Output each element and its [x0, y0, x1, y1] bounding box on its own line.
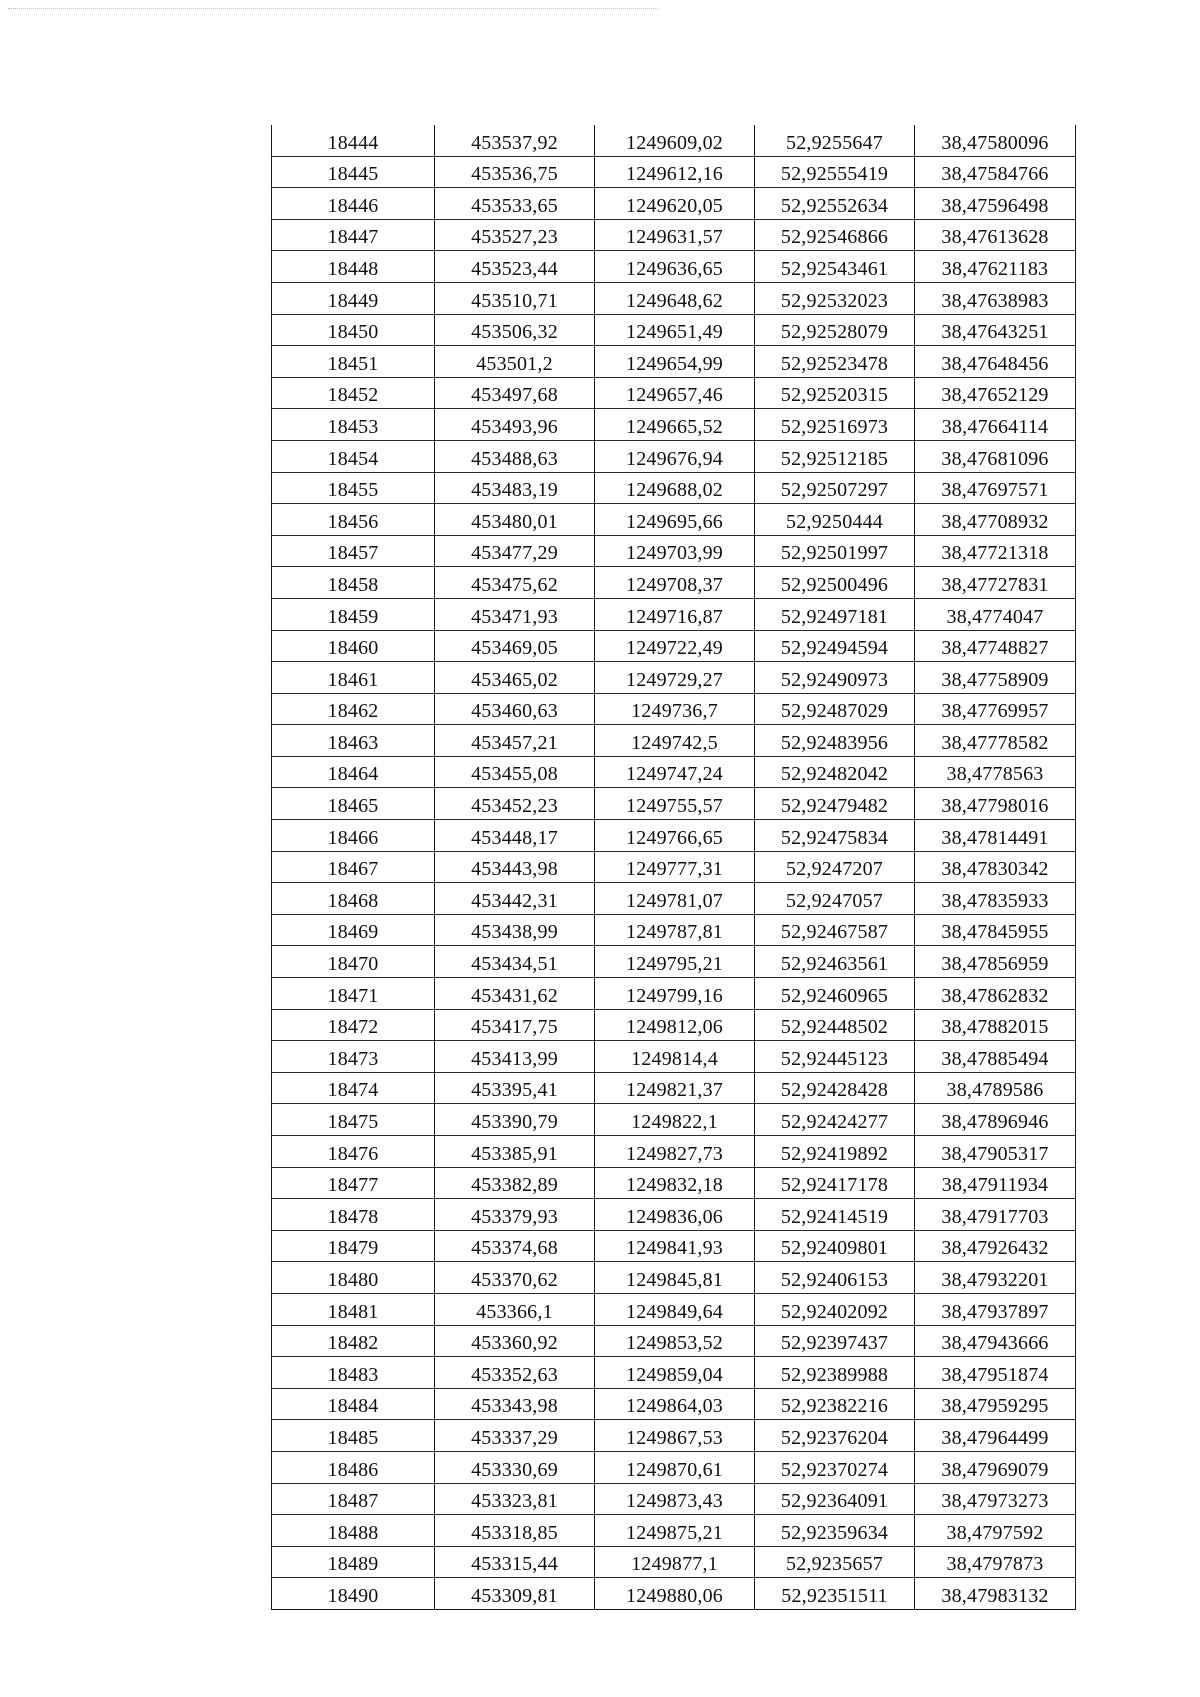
point-number-cell: 18469 — [272, 914, 435, 946]
longitude-cell: 38,4774047 — [915, 598, 1076, 630]
latitude-cell: 52,92351511 — [755, 1578, 915, 1610]
y-coordinate-cell: 1249841,93 — [595, 1230, 755, 1262]
x-coordinate-cell: 453460,63 — [435, 693, 595, 725]
x-coordinate-cell: 453337,29 — [435, 1420, 595, 1452]
point-number-cell: 18465 — [272, 788, 435, 820]
x-coordinate-cell: 453352,63 — [435, 1357, 595, 1389]
latitude-cell: 52,92501997 — [755, 535, 915, 567]
x-coordinate-cell: 453527,23 — [435, 219, 595, 251]
longitude-cell: 38,47830342 — [915, 851, 1076, 883]
point-number-cell: 18461 — [272, 662, 435, 694]
longitude-cell: 38,47896946 — [915, 1104, 1076, 1136]
latitude-cell: 52,9250444 — [755, 504, 915, 536]
point-number-cell: 18464 — [272, 756, 435, 788]
longitude-cell: 38,47911934 — [915, 1167, 1076, 1199]
y-coordinate-cell: 1249742,5 — [595, 725, 755, 757]
y-coordinate-cell: 1249695,66 — [595, 504, 755, 536]
longitude-cell: 38,47769957 — [915, 693, 1076, 725]
table-row — [272, 1136, 1076, 1168]
y-coordinate-cell: 1249814,4 — [595, 1041, 755, 1073]
latitude-cell: 52,92532023 — [755, 282, 915, 314]
table-row — [272, 1072, 1076, 1104]
latitude-cell: 52,92543461 — [755, 251, 915, 283]
y-coordinate-cell: 1249859,04 — [595, 1357, 755, 1389]
point-number-cell: 18472 — [272, 1009, 435, 1041]
y-coordinate-cell: 1249636,65 — [595, 251, 755, 283]
x-coordinate-cell: 453318,85 — [435, 1515, 595, 1547]
x-coordinate-cell: 453493,96 — [435, 409, 595, 441]
point-number-cell: 18490 — [272, 1578, 435, 1610]
longitude-cell: 38,47648456 — [915, 346, 1076, 378]
latitude-cell: 52,92389988 — [755, 1357, 915, 1389]
y-coordinate-cell: 1249799,16 — [595, 978, 755, 1010]
table-row — [272, 1230, 1076, 1262]
y-coordinate-cell: 1249853,52 — [595, 1325, 755, 1357]
longitude-cell: 38,47708932 — [915, 504, 1076, 536]
x-coordinate-cell: 453469,05 — [435, 630, 595, 662]
table-row — [272, 1325, 1076, 1357]
x-coordinate-cell: 453434,51 — [435, 946, 595, 978]
point-number-cell: 18487 — [272, 1483, 435, 1515]
latitude-cell: 52,9255647 — [755, 125, 915, 156]
table-row — [272, 1483, 1076, 1515]
point-number-cell: 18478 — [272, 1199, 435, 1231]
x-coordinate-cell: 453323,81 — [435, 1483, 595, 1515]
table-row — [272, 788, 1076, 820]
longitude-cell: 38,47814491 — [915, 820, 1076, 852]
x-coordinate-cell: 453457,21 — [435, 725, 595, 757]
point-number-cell: 18462 — [272, 693, 435, 725]
table-row — [272, 1041, 1076, 1073]
x-coordinate-cell: 453431,62 — [435, 978, 595, 1010]
longitude-cell: 38,47983132 — [915, 1578, 1076, 1610]
point-number-cell: 18468 — [272, 883, 435, 915]
longitude-cell: 38,4789586 — [915, 1072, 1076, 1104]
point-number-cell: 18451 — [272, 346, 435, 378]
x-coordinate-cell: 453536,75 — [435, 156, 595, 188]
longitude-cell: 38,47917703 — [915, 1199, 1076, 1231]
longitude-cell: 38,47969079 — [915, 1451, 1076, 1483]
latitude-cell: 52,92424277 — [755, 1104, 915, 1136]
x-coordinate-cell: 453506,32 — [435, 314, 595, 346]
y-coordinate-cell: 1249651,49 — [595, 314, 755, 346]
point-number-cell: 18483 — [272, 1357, 435, 1389]
table-row — [272, 567, 1076, 599]
latitude-cell: 52,92507297 — [755, 472, 915, 504]
table-row — [272, 314, 1076, 346]
scan-edge-line — [8, 8, 658, 9]
latitude-cell: 52,92523478 — [755, 346, 915, 378]
point-number-cell: 18471 — [272, 978, 435, 1010]
table-row — [272, 472, 1076, 504]
longitude-cell: 38,47748827 — [915, 630, 1076, 662]
point-number-cell: 18452 — [272, 377, 435, 409]
longitude-cell: 38,47681096 — [915, 440, 1076, 472]
table-row — [272, 219, 1076, 251]
x-coordinate-cell: 453438,99 — [435, 914, 595, 946]
point-number-cell: 18477 — [272, 1167, 435, 1199]
y-coordinate-cell: 1249736,7 — [595, 693, 755, 725]
table-row — [272, 598, 1076, 630]
latitude-cell: 52,92448502 — [755, 1009, 915, 1041]
y-coordinate-cell: 1249708,37 — [595, 567, 755, 599]
x-coordinate-cell: 453537,92 — [435, 125, 595, 156]
latitude-cell: 52,92555419 — [755, 156, 915, 188]
point-number-cell: 18489 — [272, 1546, 435, 1578]
latitude-cell: 52,92414519 — [755, 1199, 915, 1231]
x-coordinate-cell: 453395,41 — [435, 1072, 595, 1104]
table-row — [272, 1104, 1076, 1136]
x-coordinate-cell: 453483,19 — [435, 472, 595, 504]
table-row — [272, 535, 1076, 567]
point-number-cell: 18456 — [272, 504, 435, 536]
latitude-cell: 52,92364091 — [755, 1483, 915, 1515]
longitude-cell: 38,47959295 — [915, 1388, 1076, 1420]
x-coordinate-cell: 453465,02 — [435, 662, 595, 694]
latitude-cell: 52,92546866 — [755, 219, 915, 251]
latitude-cell: 52,92397437 — [755, 1325, 915, 1357]
point-number-cell: 18454 — [272, 440, 435, 472]
latitude-cell: 52,92528079 — [755, 314, 915, 346]
table-row — [272, 883, 1076, 915]
x-coordinate-cell: 453471,93 — [435, 598, 595, 630]
table-row — [272, 946, 1076, 978]
point-number-cell: 18481 — [272, 1293, 435, 1325]
x-coordinate-cell: 453417,75 — [435, 1009, 595, 1041]
longitude-cell: 38,47845955 — [915, 914, 1076, 946]
point-number-cell: 18466 — [272, 820, 435, 852]
table-row — [272, 756, 1076, 788]
point-number-cell: 18480 — [272, 1262, 435, 1294]
latitude-cell: 52,92552634 — [755, 188, 915, 220]
point-number-cell: 18449 — [272, 282, 435, 314]
y-coordinate-cell: 1249870,61 — [595, 1451, 755, 1483]
y-coordinate-cell: 1249812,06 — [595, 1009, 755, 1041]
y-coordinate-cell: 1249821,37 — [595, 1072, 755, 1104]
point-number-cell: 18475 — [272, 1104, 435, 1136]
latitude-cell: 52,9247207 — [755, 851, 915, 883]
y-coordinate-cell: 1249880,06 — [595, 1578, 755, 1610]
latitude-cell: 52,92479482 — [755, 788, 915, 820]
table-row — [272, 409, 1076, 441]
x-coordinate-cell: 453442,31 — [435, 883, 595, 915]
latitude-cell: 52,92445123 — [755, 1041, 915, 1073]
latitude-cell: 52,92463561 — [755, 946, 915, 978]
x-coordinate-cell: 453374,68 — [435, 1230, 595, 1262]
y-coordinate-cell: 1249832,18 — [595, 1167, 755, 1199]
y-coordinate-cell: 1249864,03 — [595, 1388, 755, 1420]
table-row — [272, 1515, 1076, 1547]
table-row — [272, 1167, 1076, 1199]
latitude-cell: 52,92512185 — [755, 440, 915, 472]
y-coordinate-cell: 1249665,52 — [595, 409, 755, 441]
x-coordinate-cell: 453309,81 — [435, 1578, 595, 1610]
coordinates-table — [271, 125, 1076, 1610]
x-coordinate-cell: 453382,89 — [435, 1167, 595, 1199]
y-coordinate-cell: 1249612,16 — [595, 156, 755, 188]
y-coordinate-cell: 1249722,49 — [595, 630, 755, 662]
point-number-cell: 18479 — [272, 1230, 435, 1262]
table-row — [272, 1293, 1076, 1325]
longitude-cell: 38,47778582 — [915, 725, 1076, 757]
latitude-cell: 52,92376204 — [755, 1420, 915, 1452]
longitude-cell: 38,47613628 — [915, 219, 1076, 251]
y-coordinate-cell: 1249827,73 — [595, 1136, 755, 1168]
longitude-cell: 38,47973273 — [915, 1483, 1076, 1515]
x-coordinate-cell: 453413,99 — [435, 1041, 595, 1073]
x-coordinate-cell: 453366,1 — [435, 1293, 595, 1325]
latitude-cell: 52,92500496 — [755, 567, 915, 599]
point-number-cell: 18448 — [272, 251, 435, 283]
latitude-cell: 52,92487029 — [755, 693, 915, 725]
point-number-cell: 18444 — [272, 125, 435, 156]
y-coordinate-cell: 1249654,99 — [595, 346, 755, 378]
latitude-cell: 52,92370274 — [755, 1451, 915, 1483]
longitude-cell: 38,47664114 — [915, 409, 1076, 441]
x-coordinate-cell: 453360,92 — [435, 1325, 595, 1357]
longitude-cell: 38,47643251 — [915, 314, 1076, 346]
point-number-cell: 18447 — [272, 219, 435, 251]
y-coordinate-cell: 1249795,21 — [595, 946, 755, 978]
y-coordinate-cell: 1249609,02 — [595, 125, 755, 156]
y-coordinate-cell: 1249631,57 — [595, 219, 755, 251]
y-coordinate-cell: 1249777,31 — [595, 851, 755, 883]
latitude-cell: 52,9235657 — [755, 1546, 915, 1578]
x-coordinate-cell: 453330,69 — [435, 1451, 595, 1483]
point-number-cell: 18482 — [272, 1325, 435, 1357]
latitude-cell: 52,92475834 — [755, 820, 915, 852]
table-row — [272, 1420, 1076, 1452]
table-row — [272, 820, 1076, 852]
longitude-cell: 38,47638983 — [915, 282, 1076, 314]
longitude-cell: 38,47721318 — [915, 535, 1076, 567]
x-coordinate-cell: 453379,93 — [435, 1199, 595, 1231]
y-coordinate-cell: 1249657,46 — [595, 377, 755, 409]
table-row — [272, 1578, 1076, 1610]
table-row — [272, 1546, 1076, 1578]
longitude-cell: 38,47798016 — [915, 788, 1076, 820]
point-number-cell: 18458 — [272, 567, 435, 599]
longitude-cell: 38,47758909 — [915, 662, 1076, 694]
x-coordinate-cell: 453385,91 — [435, 1136, 595, 1168]
y-coordinate-cell: 1249781,07 — [595, 883, 755, 915]
x-coordinate-cell: 453510,71 — [435, 282, 595, 314]
document-page — [271, 125, 1075, 1610]
y-coordinate-cell: 1249703,99 — [595, 535, 755, 567]
coordinates-table-body — [272, 125, 1076, 1609]
y-coordinate-cell: 1249875,21 — [595, 1515, 755, 1547]
point-number-cell: 18470 — [272, 946, 435, 978]
latitude-cell: 52,92483956 — [755, 725, 915, 757]
x-coordinate-cell: 453370,62 — [435, 1262, 595, 1294]
longitude-cell: 38,47862832 — [915, 978, 1076, 1010]
x-coordinate-cell: 453488,63 — [435, 440, 595, 472]
latitude-cell: 52,92467587 — [755, 914, 915, 946]
x-coordinate-cell: 453390,79 — [435, 1104, 595, 1136]
table-row — [272, 725, 1076, 757]
point-number-cell: 18446 — [272, 188, 435, 220]
table-row — [272, 978, 1076, 1010]
point-number-cell: 18460 — [272, 630, 435, 662]
table-row — [272, 377, 1076, 409]
point-number-cell: 18486 — [272, 1451, 435, 1483]
longitude-cell: 38,47943666 — [915, 1325, 1076, 1357]
longitude-cell: 38,47937897 — [915, 1293, 1076, 1325]
point-number-cell: 18445 — [272, 156, 435, 188]
longitude-cell: 38,47835933 — [915, 883, 1076, 915]
table-row — [272, 156, 1076, 188]
x-coordinate-cell: 453533,65 — [435, 188, 595, 220]
point-number-cell: 18473 — [272, 1041, 435, 1073]
point-number-cell: 18467 — [272, 851, 435, 883]
y-coordinate-cell: 1249716,87 — [595, 598, 755, 630]
table-row — [272, 125, 1076, 156]
x-coordinate-cell: 453448,17 — [435, 820, 595, 852]
longitude-cell: 38,47905317 — [915, 1136, 1076, 1168]
table-row — [272, 693, 1076, 725]
table-row — [272, 630, 1076, 662]
y-coordinate-cell: 1249822,1 — [595, 1104, 755, 1136]
table-row — [272, 1262, 1076, 1294]
latitude-cell: 52,92460965 — [755, 978, 915, 1010]
table-row — [272, 1199, 1076, 1231]
y-coordinate-cell: 1249787,81 — [595, 914, 755, 946]
x-coordinate-cell: 453452,23 — [435, 788, 595, 820]
x-coordinate-cell: 453497,68 — [435, 377, 595, 409]
point-number-cell: 18450 — [272, 314, 435, 346]
point-number-cell: 18484 — [272, 1388, 435, 1420]
latitude-cell: 52,92516973 — [755, 409, 915, 441]
longitude-cell: 38,47856959 — [915, 946, 1076, 978]
latitude-cell: 52,92359634 — [755, 1515, 915, 1547]
latitude-cell: 52,92497181 — [755, 598, 915, 630]
y-coordinate-cell: 1249676,94 — [595, 440, 755, 472]
longitude-cell: 38,4797873 — [915, 1546, 1076, 1578]
longitude-cell: 38,47885494 — [915, 1041, 1076, 1073]
table-row — [272, 1388, 1076, 1420]
longitude-cell: 38,47584766 — [915, 156, 1076, 188]
table-row — [272, 282, 1076, 314]
point-number-cell: 18463 — [272, 725, 435, 757]
table-row — [272, 1451, 1076, 1483]
y-coordinate-cell: 1249873,43 — [595, 1483, 755, 1515]
y-coordinate-cell: 1249729,27 — [595, 662, 755, 694]
x-coordinate-cell: 453501,2 — [435, 346, 595, 378]
y-coordinate-cell: 1249845,81 — [595, 1262, 755, 1294]
table-row — [272, 1357, 1076, 1389]
longitude-cell: 38,47652129 — [915, 377, 1076, 409]
latitude-cell: 52,92494594 — [755, 630, 915, 662]
table-row — [272, 1009, 1076, 1041]
y-coordinate-cell: 1249747,24 — [595, 756, 755, 788]
y-coordinate-cell: 1249849,64 — [595, 1293, 755, 1325]
x-coordinate-cell: 453480,01 — [435, 504, 595, 536]
longitude-cell: 38,47964499 — [915, 1420, 1076, 1452]
y-coordinate-cell: 1249755,57 — [595, 788, 755, 820]
table-row — [272, 440, 1076, 472]
latitude-cell: 52,92402092 — [755, 1293, 915, 1325]
point-number-cell: 18476 — [272, 1136, 435, 1168]
point-number-cell: 18459 — [272, 598, 435, 630]
y-coordinate-cell: 1249877,1 — [595, 1546, 755, 1578]
point-number-cell: 18453 — [272, 409, 435, 441]
longitude-cell: 38,47697571 — [915, 472, 1076, 504]
x-coordinate-cell: 453477,29 — [435, 535, 595, 567]
longitude-cell: 38,47727831 — [915, 567, 1076, 599]
latitude-cell: 52,92382216 — [755, 1388, 915, 1420]
y-coordinate-cell: 1249688,02 — [595, 472, 755, 504]
latitude-cell: 52,92490973 — [755, 662, 915, 694]
point-number-cell: 18457 — [272, 535, 435, 567]
latitude-cell: 52,92520315 — [755, 377, 915, 409]
y-coordinate-cell: 1249648,62 — [595, 282, 755, 314]
point-number-cell: 18488 — [272, 1515, 435, 1547]
y-coordinate-cell: 1249620,05 — [595, 188, 755, 220]
latitude-cell: 52,92419892 — [755, 1136, 915, 1168]
longitude-cell: 38,47951874 — [915, 1357, 1076, 1389]
latitude-cell: 52,9247057 — [755, 883, 915, 915]
longitude-cell: 38,4778563 — [915, 756, 1076, 788]
longitude-cell: 38,47882015 — [915, 1009, 1076, 1041]
x-coordinate-cell: 453343,98 — [435, 1388, 595, 1420]
longitude-cell: 38,4797592 — [915, 1515, 1076, 1547]
longitude-cell: 38,47926432 — [915, 1230, 1076, 1262]
longitude-cell: 38,47932201 — [915, 1262, 1076, 1294]
table-row — [272, 851, 1076, 883]
y-coordinate-cell: 1249836,06 — [595, 1199, 755, 1231]
latitude-cell: 52,92428428 — [755, 1072, 915, 1104]
point-number-cell: 18455 — [272, 472, 435, 504]
longitude-cell: 38,47580096 — [915, 125, 1076, 156]
x-coordinate-cell: 453523,44 — [435, 251, 595, 283]
table-row — [272, 188, 1076, 220]
point-number-cell: 18474 — [272, 1072, 435, 1104]
table-row — [272, 662, 1076, 694]
longitude-cell: 38,47596498 — [915, 188, 1076, 220]
table-row — [272, 914, 1076, 946]
longitude-cell: 38,47621183 — [915, 251, 1076, 283]
table-row — [272, 251, 1076, 283]
y-coordinate-cell: 1249766,65 — [595, 820, 755, 852]
latitude-cell: 52,92406153 — [755, 1262, 915, 1294]
table-row — [272, 346, 1076, 378]
y-coordinate-cell: 1249867,53 — [595, 1420, 755, 1452]
x-coordinate-cell: 453475,62 — [435, 567, 595, 599]
x-coordinate-cell: 453443,98 — [435, 851, 595, 883]
latitude-cell: 52,92409801 — [755, 1230, 915, 1262]
x-coordinate-cell: 453315,44 — [435, 1546, 595, 1578]
table-row — [272, 504, 1076, 536]
latitude-cell: 52,92482042 — [755, 756, 915, 788]
point-number-cell: 18485 — [272, 1420, 435, 1452]
latitude-cell: 52,92417178 — [755, 1167, 915, 1199]
x-coordinate-cell: 453455,08 — [435, 756, 595, 788]
